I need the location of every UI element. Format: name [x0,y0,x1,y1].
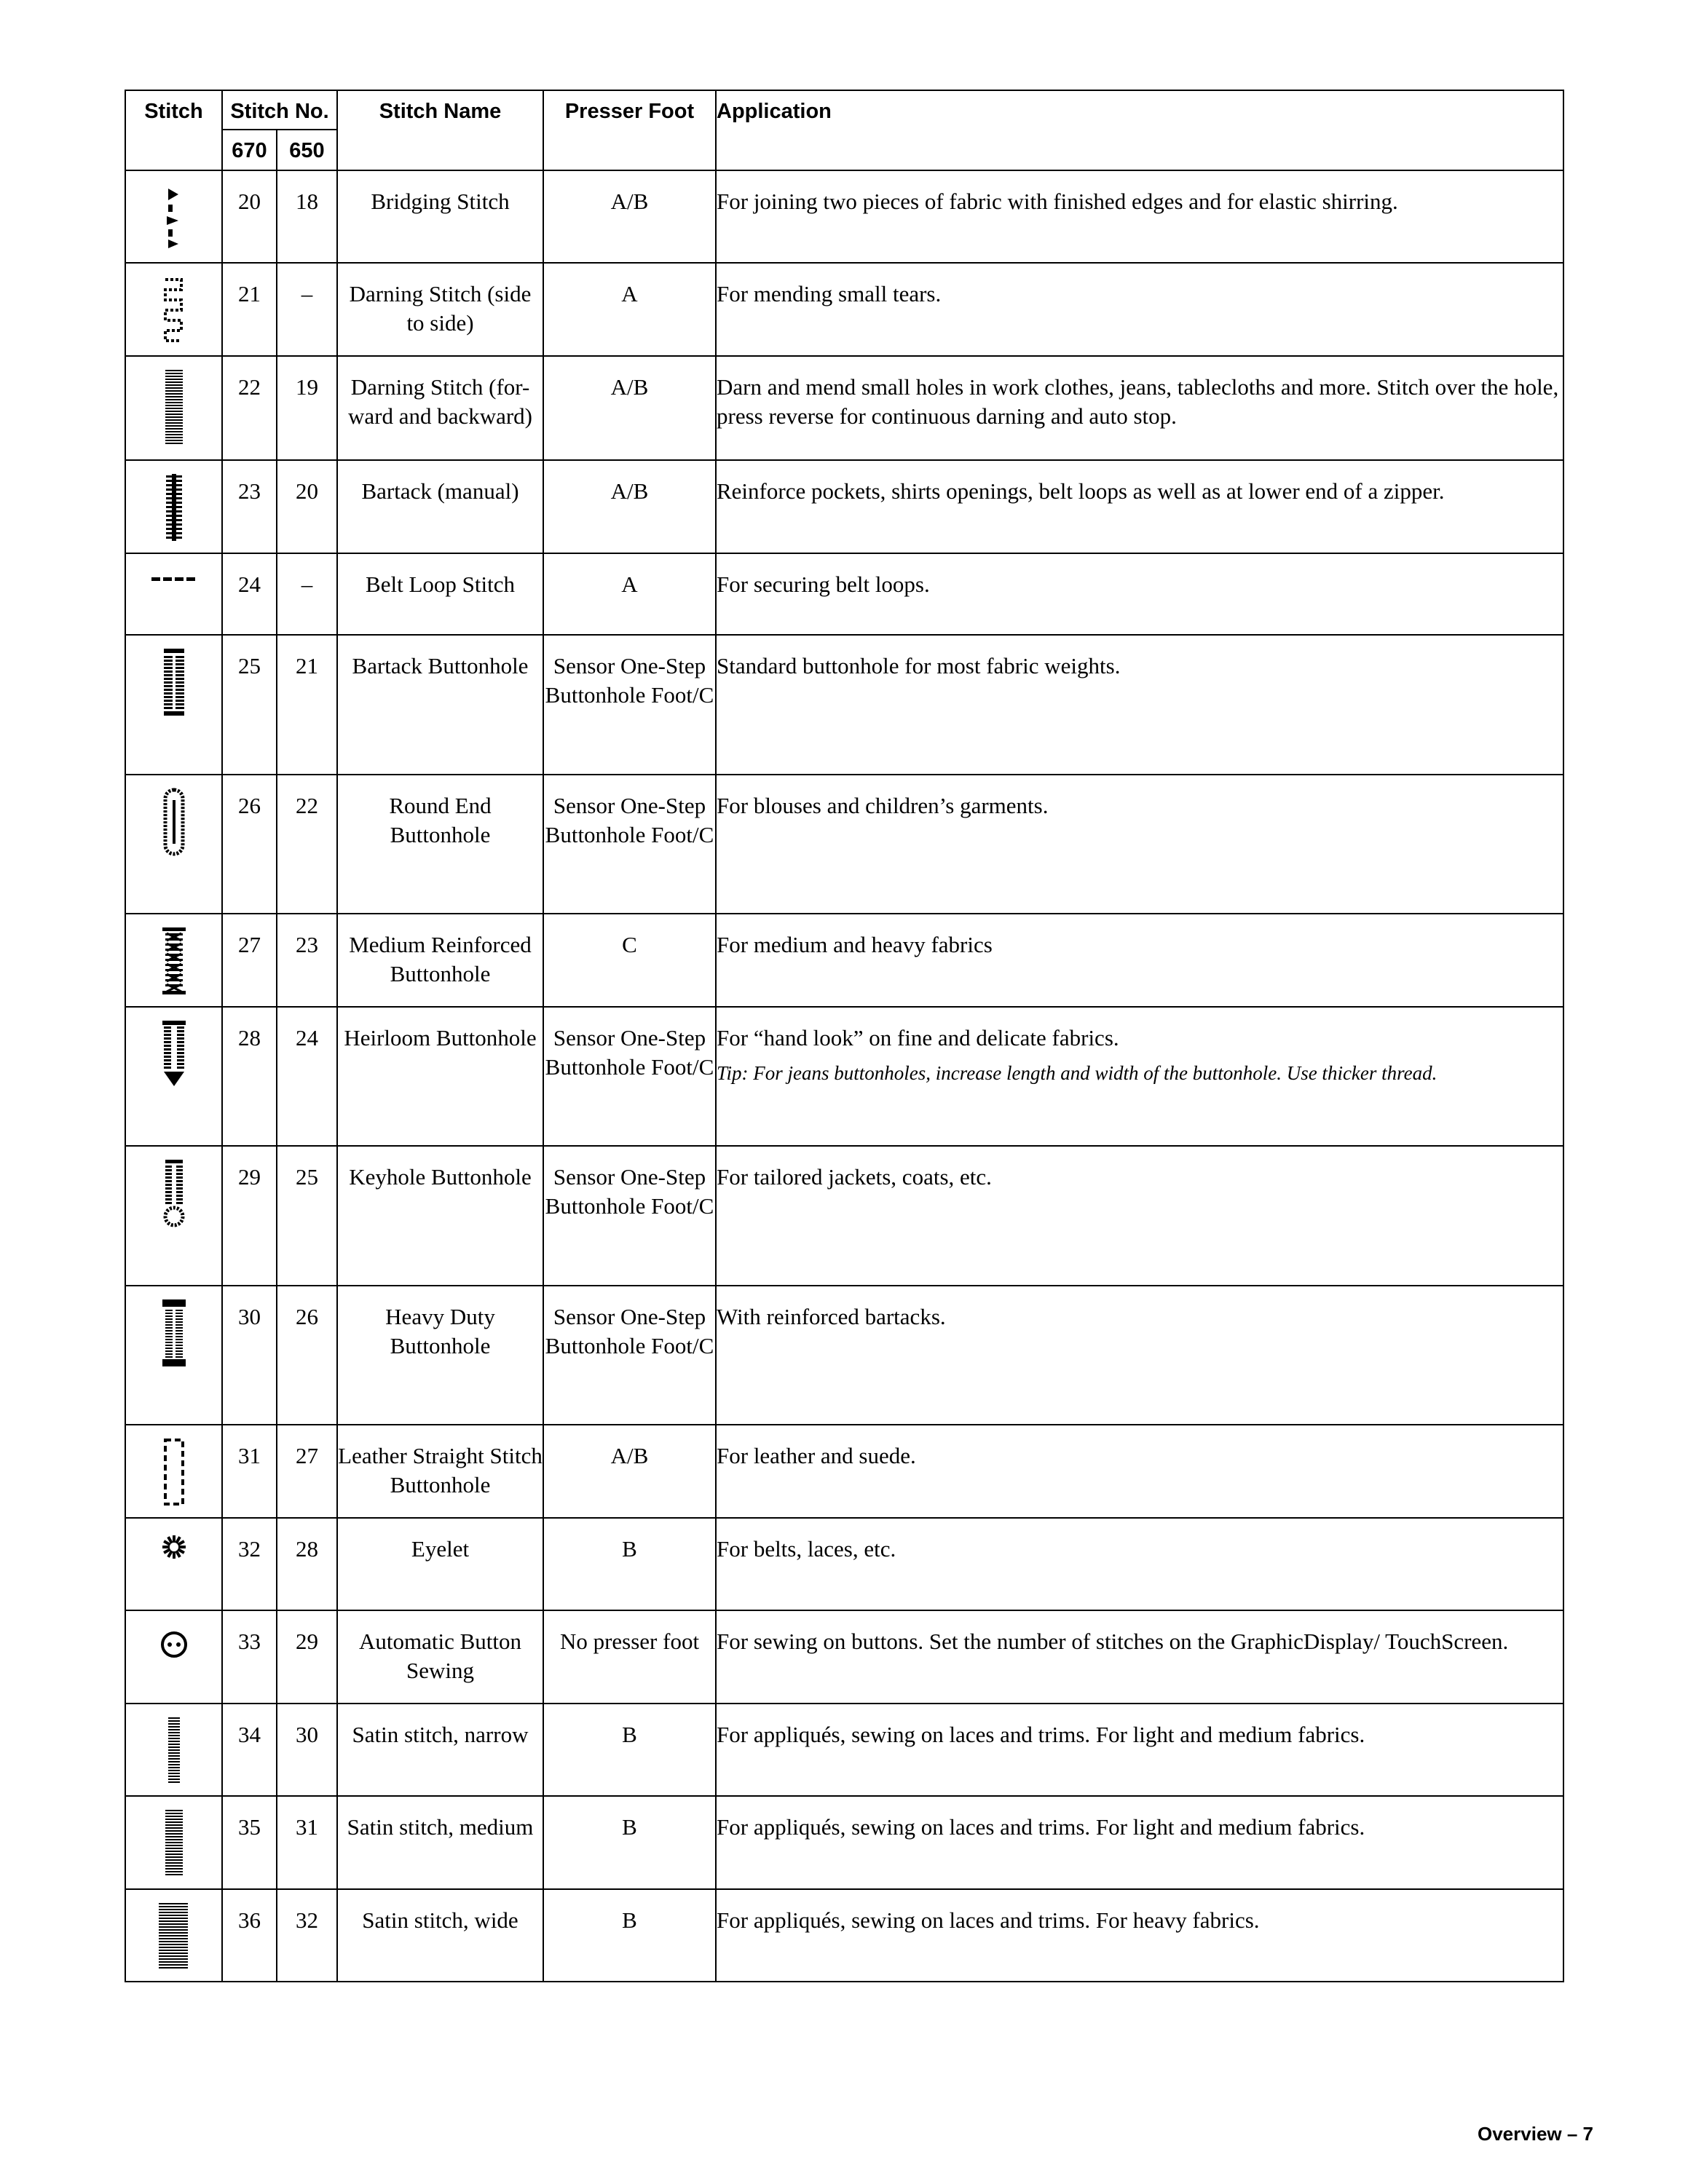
table-row [125,356,1563,460]
stitch-name: Bartack (manual) [337,460,543,553]
application-text: With reinforced bartacks. [717,1303,946,1329]
stitch-no-650: 23 [277,914,337,1006]
eyelet-icon [126,1529,221,1565]
stitch-no-650: – [277,553,337,635]
stitch-cell [125,635,222,775]
stitch-name: Darning Stitch (for-ward and backward) [337,356,543,460]
belt-loop-icon [126,564,221,593]
stitch-name: Satin stitch, medium [337,1796,543,1888]
stitch-no-650: 30 [277,1704,337,1796]
stitch-name: Round End Buttonhole [337,775,543,914]
leather-buttonhole-icon [126,1436,221,1508]
stitch-no-650: 24 [277,1007,337,1147]
bridging-stitch-icon [126,181,221,254]
stitch-cell [125,460,222,553]
application-text: For appliqués, sewing on laces and trims. For heavy fabrics. [717,1907,1260,1933]
application-tip: Tip: For jeans buttonholes, increase length and width of the buttonhole. Use thicker thread. [717,1061,1437,1084]
stitch-name: Belt Loop Stitch [337,553,543,635]
application [716,1518,1563,1610]
button-sewing-icon [126,1621,221,1665]
stitch-no-670: 36 [222,1889,277,1982]
round-end-buttonhole-icon [126,786,221,858]
stitch-name: Bridging Stitch [337,170,543,263]
stitch-no-670: 28 [222,1007,277,1147]
stitch-cell [125,1425,222,1517]
application-text: For leather and suede. [717,1443,916,1469]
table-row [125,170,1563,263]
stitch-no-650: 32 [277,1889,337,1982]
satin-medium-icon [126,1807,221,1880]
header-presser-foot: Presser Foot [543,90,716,170]
stitch-cell [125,1007,222,1147]
stitch-no-670: 31 [222,1425,277,1517]
table-row [125,775,1563,914]
presser-foot: Sensor One-Step Buttonhole Foot/C [543,775,716,914]
header-stitch-name: Stitch Name [337,90,543,170]
presser-foot: A/B [543,460,716,553]
darning-side-icon [126,274,221,347]
application-text: For joining two pieces of fabric with finished edges and for elastic shirring. [717,189,1398,214]
application [716,1425,1563,1517]
satin-narrow-icon [126,1714,221,1787]
stitch-no-650: 21 [277,635,337,775]
header-model-670: 670 [222,130,277,170]
bartack-icon [126,471,221,544]
presser-foot: C [543,914,716,1006]
application [716,914,1563,1006]
stitch-no-670: 22 [222,356,277,460]
stitch-cell [125,170,222,263]
stitch-no-650: 20 [277,460,337,553]
stitch-name: Leather Straight Stitch Buttonhole [337,1425,543,1517]
application-text: For sewing on buttons. Set the number of stitches on the GraphicDisplay/ TouchScreen. [717,1629,1509,1655]
presser-foot: B [543,1796,716,1888]
presser-foot: B [543,1518,716,1610]
presser-foot: B [543,1704,716,1796]
heavy-duty-buttonhole-icon [126,1297,221,1369]
presser-foot: Sensor One-Step Buttonhole Foot/C [543,1286,716,1425]
stitch-no-650: 22 [277,775,337,914]
application-text: For blouses and children’s garments. [717,792,1049,818]
application [716,775,1563,914]
presser-foot: No presser foot [543,1610,716,1703]
stitch-no-670: 21 [222,263,277,355]
application-text: For “hand look” on fine and delicate fabrics. [717,1024,1119,1051]
table-row [125,1007,1563,1147]
table-row [125,553,1563,635]
bartack-buttonhole-icon [126,646,221,719]
satin-wide-icon [126,1900,221,1973]
stitch-name: Heavy Duty Buttonhole [337,1286,543,1425]
table-row [125,1286,1563,1425]
application [716,460,1563,553]
stitch-cell [125,1704,222,1796]
presser-foot: A [543,553,716,635]
stitch-cell [125,553,222,635]
application-text: Darn and mend small holes in work clothes, jeans, tablecloths and more. Stitch over the hole, press reverse for continuous darning and auto stop. [717,373,1559,429]
table-row [125,1796,1563,1888]
presser-foot: A/B [543,170,716,263]
header-model-650: 650 [277,130,337,170]
table-row [125,460,1563,553]
stitch-name: Darning Stitch (side to side) [337,263,543,355]
presser-foot: B [543,1889,716,1982]
stitch-no-670: 27 [222,914,277,1006]
table-row [125,914,1563,1006]
application-text: For belts, laces, etc. [717,1535,896,1562]
header-stitch-no: Stitch No. [222,90,337,130]
stitch-no-650: 31 [277,1796,337,1888]
table-row [125,1704,1563,1796]
presser-foot: Sensor One-Step Buttonhole Foot/C [543,1146,716,1286]
stitch-no-670: 23 [222,460,277,553]
stitch-no-650: 28 [277,1518,337,1610]
stitch-cell [125,1518,222,1610]
stitch-no-670: 24 [222,553,277,635]
stitch-no-670: 32 [222,1518,277,1610]
stitch-name: Satin stitch, wide [337,1889,543,1982]
stitch-no-670: 35 [222,1796,277,1888]
application-text: Standard buttonhole for most fabric weights. [717,653,1121,679]
table-row [125,1518,1563,1610]
stitch-no-670: 34 [222,1704,277,1796]
stitch-name: Heirloom Buttonhole [337,1007,543,1147]
application [716,356,1563,460]
header-stitch: Stitch [125,90,222,170]
presser-foot: A/B [543,1425,716,1517]
stitch-cell [125,263,222,355]
stitch-no-670: 33 [222,1610,277,1703]
stitch-cell [125,1610,222,1703]
darning-forward-icon [126,367,221,447]
application [716,1146,1563,1286]
stitch-name: Automatic Button Sewing [337,1610,543,1703]
application [716,1286,1563,1425]
application [716,1889,1563,1982]
table-row [125,635,1563,775]
application-text: Reinforce pockets, shirts openings, belt loops as well as at lower end of a zipper. [717,478,1445,505]
application [716,170,1563,263]
stitch-name: Keyhole Buttonhole [337,1146,543,1286]
table-row [125,263,1563,355]
stitch-cell [125,356,222,460]
heirloom-buttonhole-icon [126,1018,221,1091]
keyhole-buttonhole-icon [126,1157,221,1230]
application [716,635,1563,775]
presser-foot: Sensor One-Step Buttonhole Foot/C [543,1007,716,1147]
application-text: For medium and heavy fabrics [717,932,993,958]
stitch-table [125,90,1564,1982]
stitch-no-670: 25 [222,635,277,775]
stitch-no-670: 30 [222,1286,277,1425]
application [716,553,1563,635]
presser-foot: A [543,263,716,355]
stitch-no-670: 20 [222,170,277,263]
table-row [125,1425,1563,1517]
stitch-no-650: 26 [277,1286,337,1425]
application [716,1610,1563,1703]
stitch-cell [125,914,222,1006]
application-text: For tailored jackets, coats, etc. [717,1164,992,1190]
table-row [125,1146,1563,1286]
application [716,263,1563,355]
stitch-cell [125,1796,222,1888]
stitch-name: Eyelet [337,1518,543,1610]
stitch-name: Medium Reinforced Buttonhole [337,914,543,1006]
page-footer: Overview – 7 [1478,2123,1593,2145]
application-text: For securing belt loops. [717,571,930,597]
stitch-cell [125,1146,222,1286]
application [716,1796,1563,1888]
application-text: For appliqués, sewing on laces and trims. For light and medium fabrics. [717,1814,1365,1840]
medium-reinforced-buttonhole-icon [126,925,221,997]
stitch-cell [125,1286,222,1425]
stitch-name: Bartack Buttonhole [337,635,543,775]
presser-foot: A/B [543,356,716,460]
table-row [125,1889,1563,1982]
stitch-no-670: 26 [222,775,277,914]
stitch-no-650: 29 [277,1610,337,1703]
stitch-no-650: 19 [277,356,337,460]
stitch-no-670: 29 [222,1146,277,1286]
stitch-no-650: 25 [277,1146,337,1286]
application [716,1704,1563,1796]
presser-foot: Sensor One-Step Buttonhole Foot/C [543,635,716,775]
header-application: Application [716,90,1563,170]
table-body [125,170,1563,1982]
stitch-no-650: 18 [277,170,337,263]
stitch-cell [125,775,222,914]
stitch-no-650: 27 [277,1425,337,1517]
application-text: For mending small tears. [717,281,942,307]
stitch-name: Satin stitch, narrow [337,1704,543,1796]
stitch-no-650: – [277,263,337,355]
application-text: For appliqués, sewing on laces and trims. For light and medium fabrics. [717,1721,1365,1747]
table-row [125,1610,1563,1703]
application [716,1007,1563,1147]
stitch-cell [125,1889,222,1982]
